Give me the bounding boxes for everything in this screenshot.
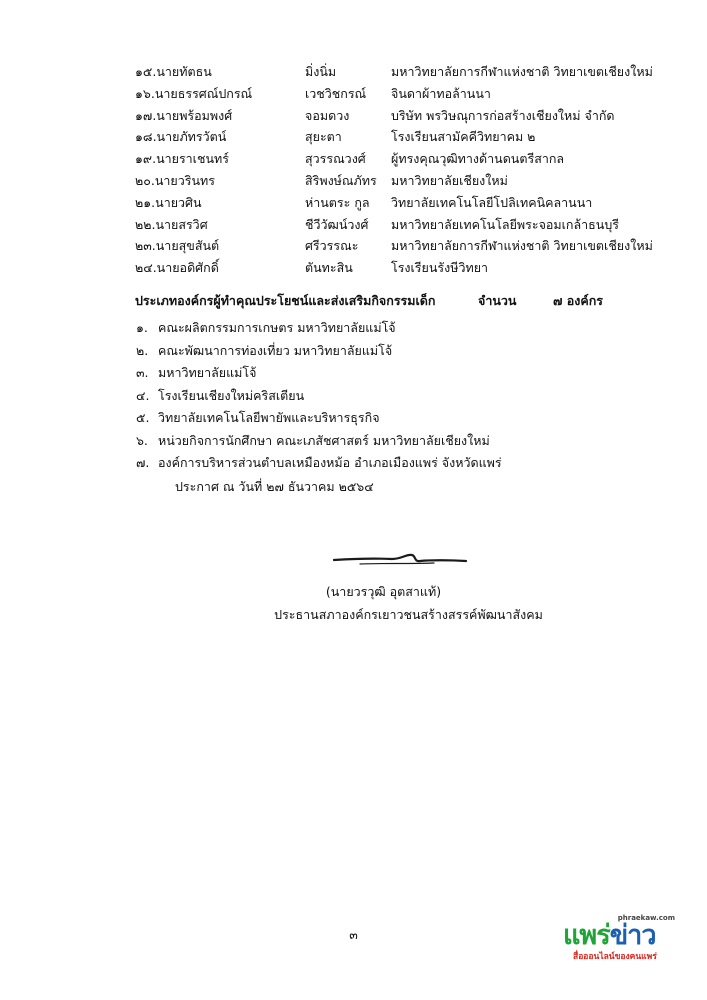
organization-name: โรงเรียนเชียงใหม่คริสเตียน <box>158 387 305 403</box>
person-name: ๒๒.นายสรวิศ <box>135 216 208 232</box>
person-surname: ชีวีวัฒน์วงศ์ <box>305 216 369 232</box>
organization-name: หน่วยกิจการนักศึกษา คณะเภสัชศาสตร์ มหาวิทยาลัยเชียงใหม่ <box>158 432 490 448</box>
organization-name: คณะพัฒนาการท่องเที่ยว มหาวิทยาลัยแม่โจ้ <box>158 342 393 358</box>
person-organization: โรงเรียนรังษีวิทยา <box>391 260 489 276</box>
person-organization: มหาวิทยาลัยการกีฬาแห่งชาติ วิทยาเขตเชียงใหม่ <box>391 64 653 79</box>
organization-item <box>0 362 707 384</box>
phraekaw-logo <box>555 914 675 964</box>
person-surname: สุวรรณวงศ์ <box>305 151 366 167</box>
logo-tagline: สื่อออนไลน์ของคนแพร่ <box>573 952 657 962</box>
person-organization: จินดาผ้าทอล้านนา <box>391 85 491 101</box>
organization-number: ๔. <box>136 387 150 403</box>
organization-item <box>0 430 707 452</box>
category-title: ประเภทองค์กรผู้ทำคุณประโยชน์และส่งเสริมกิจกรรมเด็ก <box>135 293 436 308</box>
person-surname: ศรีวรรณะ <box>305 238 359 254</box>
person-organization: ผู้ทรงคุณวุฒิทางด้านดนตรีสากล <box>391 151 565 167</box>
organization-item <box>0 407 707 429</box>
person-organization: มหาวิทยาลัยเทคโนโลยีพระจอมเกล้าธนบุรี <box>391 216 619 232</box>
person-row <box>0 257 707 279</box>
person-row <box>0 192 707 214</box>
person-organization: วิทยาลัยเทคโนโลยีโปลิเทคนิคลานนา <box>391 194 593 210</box>
organization-number: ๒. <box>136 342 149 358</box>
person-name: ๑๗.นายพร้อมพงศ์ <box>135 107 233 123</box>
organization-name: มหาวิทยาลัยแม่โจ้ <box>158 365 257 380</box>
organization-name: วิทยาลัยเทคโนโลยีพายัพและบริหารธุรกิจ <box>158 410 380 425</box>
category-count-value: ๗ องค์กร <box>553 293 604 308</box>
person-row <box>0 148 707 170</box>
person-row <box>0 61 707 83</box>
organization-name: องค์การบริหารส่วนตำบลเหมืองหม้อ อำเภอเมืองแพร่ จังหวัดแพร่ <box>158 455 502 470</box>
logo-name-part1: แพร่ <box>563 920 610 951</box>
organization-number: ๗. <box>136 455 150 470</box>
person-organization: มหาวิทยาลัยเชียงใหม่ <box>391 173 508 188</box>
organization-number: ๓. <box>136 365 149 380</box>
organization-item <box>0 385 707 407</box>
person-row <box>0 235 707 257</box>
person-surname: มิ่งนิ่ม <box>305 64 337 79</box>
organization-name: คณะผลิตกรรมการเกษตร มหาวิทยาลัยแม่โจ้ <box>158 320 396 335</box>
person-name: ๒๐.นายวรินทร <box>135 173 215 188</box>
person-surname: สุยะตา <box>305 129 342 145</box>
category-count-label: จำนวน <box>478 293 517 308</box>
organization-number: ๕. <box>136 410 150 425</box>
person-surname: ห่านตระ กูล <box>305 194 370 210</box>
organization-item <box>0 452 707 474</box>
signer-name: (นายวรวุฒิ อุตสาแท้) <box>325 584 442 599</box>
organization-number: ๑. <box>136 320 148 335</box>
category-heading <box>0 290 707 312</box>
person-name: ๑๖.นายธรรศณ์ปกรณ์ <box>135 85 253 101</box>
signer-title: ประธานสภาองค์กรเยาวชนสร้างสรรค์พัฒนาสังคม <box>274 607 543 622</box>
signature-image <box>330 548 470 572</box>
organization-item <box>0 340 707 362</box>
person-row <box>0 214 707 236</box>
person-surname: เวชวิชกรณ์ <box>305 85 367 101</box>
person-name: ๑๙.นายราเชนทร์ <box>135 151 229 167</box>
person-organization: มหาวิทยาลัยการกีฬาแห่งชาติ วิทยาเขตเชียงใหม่ <box>391 238 653 254</box>
person-row <box>0 83 707 105</box>
organization-item <box>0 317 707 339</box>
logo-wordmark <box>563 921 655 951</box>
person-name: ๒๔.นายอดิศักดิ์ <box>135 260 219 276</box>
person-surname: สิริพงษ์ณภัทร <box>305 173 377 188</box>
logo-name-part2: ข่าว <box>609 920 656 951</box>
person-surname: ตันทะสิน <box>305 260 353 276</box>
person-organization: โรงเรียนสามัคคีวิทยาคม ๒ <box>391 129 536 145</box>
organization-number: ๖. <box>136 432 148 448</box>
person-organization: บริษัท พรวิษณุการก่อสร้างเชียงใหม่ จำกัด <box>391 107 615 123</box>
announcement-date: ประกาศ ณ วันที่ ๒๗ ธันวาคม ๒๕๖๔ <box>175 479 374 494</box>
person-surname: จอมดวง <box>305 107 350 123</box>
person-row <box>0 105 707 127</box>
person-row <box>0 126 707 148</box>
person-name: ๑๘.นายภัทรวัตน์ <box>135 129 227 145</box>
person-name: ๒๓.นายสุขสันต์ <box>135 238 220 254</box>
person-name: ๑๕.นายทัตธน <box>135 64 212 79</box>
logo-url: phraekaw.com <box>617 914 675 922</box>
page-number: ๓ <box>349 927 358 942</box>
person-row <box>0 170 707 192</box>
person-name: ๒๑.นายวศิน <box>135 194 202 210</box>
